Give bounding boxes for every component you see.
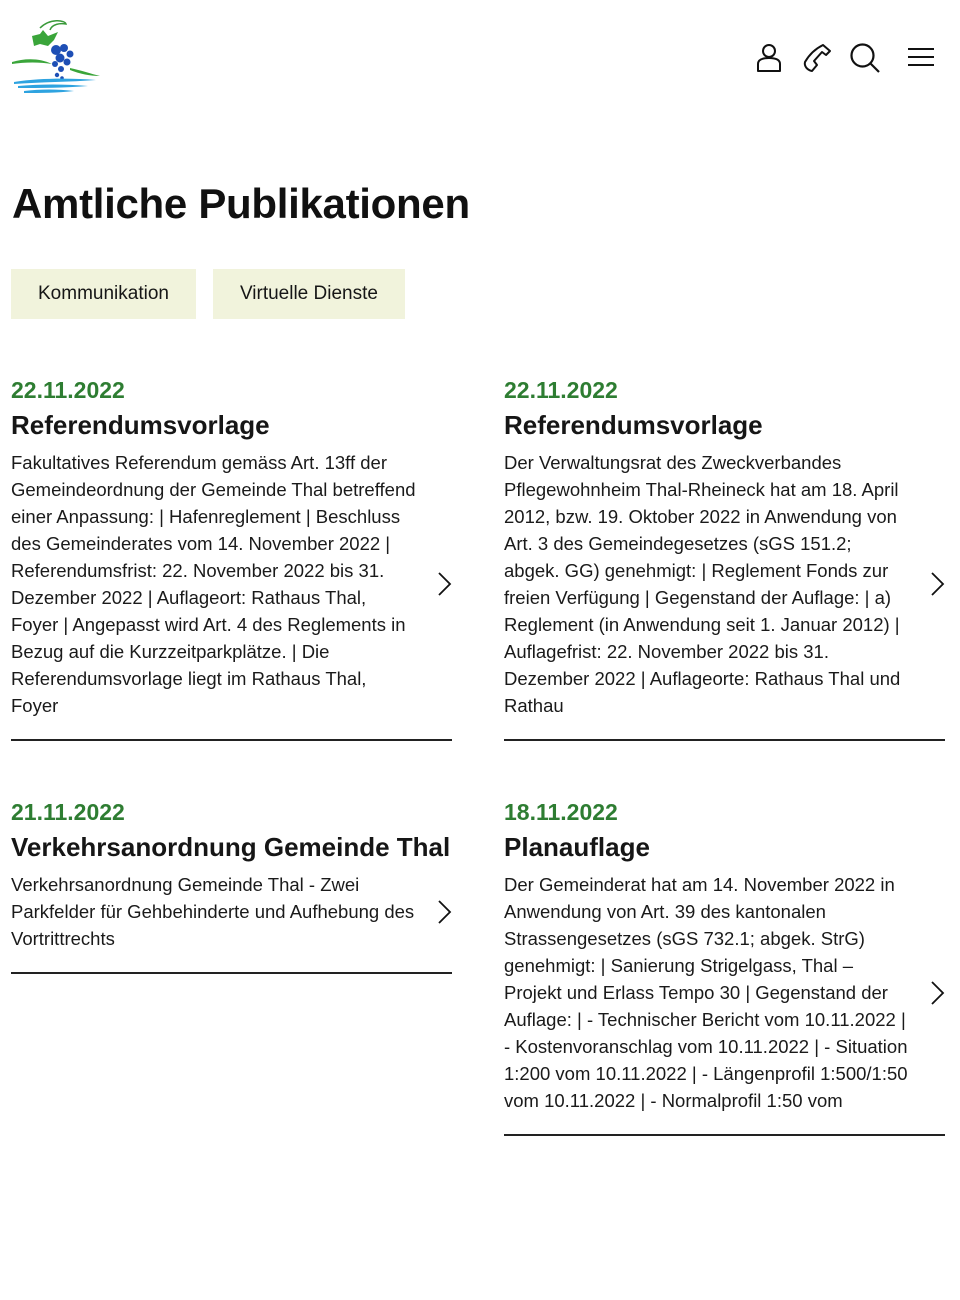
open-publication-button[interactable] xyxy=(909,980,945,1006)
header-actions xyxy=(752,40,938,76)
publication-text: Der Gemeinderat hat am 14. November 2022 in Anwendung von Art. 39 des kantonalen Strassengesetzes (sGS 732.1; abgek. StrG) genehmigt: | Sanierung Strigelgass, Thal – Projekt und Erlass Tempo 30 | Gegenstand der Auflage: | - Technischer Bericht vom 10.11.2022 | - Kostenvoranschlag vom 10.11.2022 | - Situation 1:200 vom 10.11.2022 | - Längenprofil 1:500/1:50 vom 10.11.2022 | - Normalprofil 1:50 vom xyxy=(504,874,908,1111)
publication-title[interactable]: Referendumsvorlage xyxy=(504,410,763,440)
open-publication-button[interactable] xyxy=(416,571,452,597)
filter-kommunikation-button[interactable]: Kommunikation xyxy=(11,269,196,319)
menu-icon xyxy=(905,42,937,74)
search-icon xyxy=(849,42,881,74)
publication-card[interactable] xyxy=(11,376,452,741)
logo-icon xyxy=(10,18,102,98)
publication-text: Der Verwaltungsrat des Zweckverbandes Pflegewohnheim Thal-Rheineck hat am 18. April 2012, bzw. 19. Oktober 2022 in Anwendung von Art. 3 des Gemeindegesetzes (sGS 151.2; abgek. GG) genehmigt: | Reglement Fonds zur freien Verfügung | Gegenstand der Auflage: | a) Reglement (in Anwendung seit 1. Januar 2012) | Auflagefrist: 22. November 2022 bis 31. Dezember 2022 | Auflageorte: Rathaus Thal und Rathau xyxy=(504,452,901,716)
publication-date: 21.11.2022 xyxy=(11,799,125,825)
chevron-right-icon xyxy=(436,571,452,597)
publication-body xyxy=(504,449,945,739)
open-publication-button[interactable] xyxy=(909,571,945,597)
chevron-right-icon xyxy=(929,571,945,597)
publication-title[interactable]: Referendumsvorlage xyxy=(11,410,270,440)
chevron-right-icon xyxy=(929,980,945,1006)
publication-body xyxy=(504,871,945,1134)
phone-button[interactable] xyxy=(800,40,834,76)
site-header xyxy=(0,0,960,110)
page-title: Amtliche Publikationen xyxy=(12,180,470,227)
publication-text: Verkehrsanordnung Gemeinde Thal - Zwei Parkfelder für Gehbehinderte und Aufhebung des Vortrittrechts xyxy=(11,874,415,949)
user-button[interactable] xyxy=(752,40,786,76)
publication-card[interactable] xyxy=(11,798,452,974)
open-publication-button[interactable] xyxy=(416,899,452,925)
publication-text: Fakultatives Referendum gemäss Art. 13ff der Gemeindeordnung der Gemeinde Thal betreffend einer Anpassung: | Hafenreglement | Beschluss des Gemeinderates vom 14. November 2022 | Referendumsfrist: 22. November 2022 bis 31. Dezember 2022 | Auflageort: Rathaus Thal, Foyer | Angepasst wird Art. 4 des Reglements in Bezug auf die Kurzzeitparkplätze. | Die Referendumsvorlage liegt im Rathaus Thal, Foyer xyxy=(11,452,416,716)
publication-title[interactable]: Planauflage xyxy=(504,832,650,862)
phone-icon xyxy=(801,42,833,74)
publication-card[interactable] xyxy=(504,376,945,741)
publication-title[interactable]: Verkehrsanordnung Gemeinde Thal xyxy=(11,832,451,862)
publication-date: 22.11.2022 xyxy=(504,377,618,403)
publication-body xyxy=(11,871,452,972)
chevron-right-icon xyxy=(436,899,452,925)
filter-virtuelle-dienste-button[interactable]: Virtuelle Dienste xyxy=(213,269,405,319)
filter-bar xyxy=(11,269,405,319)
publication-card[interactable] xyxy=(504,798,945,1136)
logo[interactable] xyxy=(10,18,102,98)
publication-date: 18.11.2022 xyxy=(504,799,618,825)
publication-body xyxy=(11,449,452,739)
menu-button[interactable] xyxy=(904,40,938,76)
publication-date: 22.11.2022 xyxy=(11,377,125,403)
user-icon xyxy=(753,42,785,74)
search-button[interactable] xyxy=(848,40,882,76)
